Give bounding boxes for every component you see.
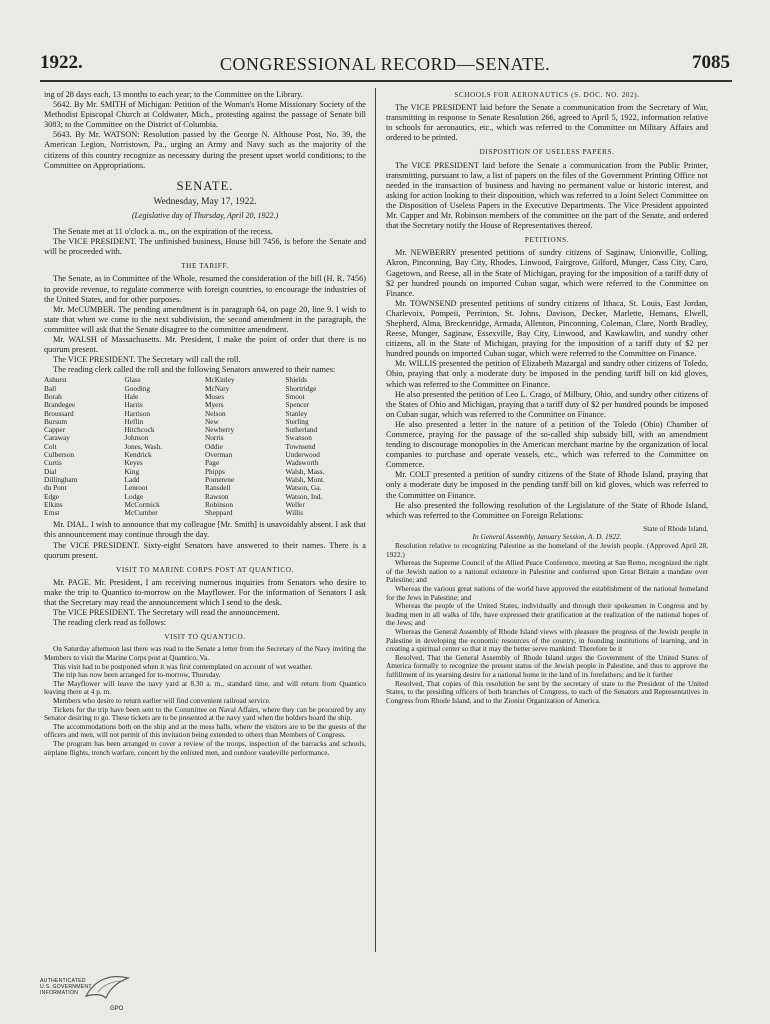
senator-name: Capper — [44, 425, 66, 435]
paragraph: The Senate met at 11 o'clock a. m., on the expiration of the recess. — [53, 227, 273, 237]
resolution-title: Resolution relative to recognizing Palestine as the homeland of the Jewish people. (Approved April 28, 1922.) — [386, 541, 708, 559]
header-rule — [40, 80, 732, 82]
paragraph: The VICE PRESIDENT. The Secretary will read the announcement. — [53, 608, 280, 618]
senator-name: Heflin — [124, 416, 144, 426]
quoted-paragraph: The program has been arranged to cover a review of the troops, inspection of the barracks and schools, airplane flights, trench warfare, concert by the enlisted men, and outdoor vaudeville performance. — [44, 738, 366, 757]
quoted-paragraph: On Saturday afternoon last there was read to the Senate a letter from the Secretary of the Navy inviting the Members to visit the Marine Corps post at Quantico, Va. — [44, 644, 366, 663]
column-divider — [375, 88, 376, 952]
senator-name: Lenroot — [124, 483, 148, 493]
senator-name: Culberson — [44, 450, 74, 460]
name-column — [44, 376, 125, 517]
legislative-day: (Legislative day of Thursday, April 20, 1922.) — [131, 210, 279, 220]
section-title-senate: SENATE. — [176, 178, 234, 193]
paragraph: He also presented a letter in the nature of a petition of the Toledo (Ohio) Chamber of Commerce, praying for the passage of the so-called ship subsidy bill, with an amendment tending to discourage monopolies in the American merchant marine by the organization of local companies to purchase and operate vessels, etc., which was referred to the Committee on Commerce. — [386, 419, 708, 470]
dateline: Wednesday, May 17, 1922. — [153, 196, 257, 207]
senator-name: Ball — [44, 383, 57, 393]
roll-call-names — [44, 376, 366, 517]
paragraph: The reading clerk called the roll and the following Senators answered to their names: — [53, 365, 336, 375]
senator-name: Curtis — [44, 458, 62, 468]
heading-visit: VISIT TO QUANTICO. — [164, 633, 246, 642]
paragraph: Mr. WILLIS presented the petition of Elizabeth Mazargal and sundry other citizens of Toledo, Ohio, praying that only a moderate duty be imposed in the pending tariff bill on kid gloves, which was referred to the Committee on Finance. — [386, 359, 708, 389]
senator-name: Sutherland — [285, 425, 318, 435]
senator-name: Borah — [44, 391, 62, 401]
paragraph: The Senate, as in Committee of the Whole, resumed the consideration of the bill (H. R. 7456) to provide revenue, to regulate commerce with foreign countries, to encourage the industries of the United States, and for other purposes. — [44, 274, 366, 304]
left-column — [44, 90, 366, 757]
quoted-paragraph: The Mayflower will leave the navy yard at 8.30 a. m., standard time, and will return from Quantico leaving there at 4 p. m. — [44, 678, 366, 697]
quoted-paragraph: This visit had to be postponed when it was first contemplated on account of wet weather. — [53, 661, 313, 671]
paragraph: Mr. McCUMBER. The pending amendment is in paragraph 64, on page 20, line 9. I wish to state that when we come to the next subdivision, the second amendment in the paragraph, the committee will ask that the Senate disagree to the committee amendment. — [44, 304, 366, 334]
eagle-icon — [84, 972, 130, 1006]
senator-name: Elkins — [44, 499, 63, 509]
resolution-clause: Whereas the people of the United States, individually and through their spokesmen in Congress and by leading men in all walks of life, have expressed their gratification at the realization of the national hopes of the Jews; and — [386, 601, 708, 628]
header-page-number: 7085 — [692, 52, 730, 73]
paragraph: The VICE PRESIDENT laid before the Senate a communication from the Public Printer, transmitting, pursuant to law, a list of papers on the files of the Government Printing Office not needed in the transaction of business and having no permanent value or historic interest, and asking for action looking to their disposition, which was referred to a Joint Select Committee on the Disposition of Useless Papers in the Executive Departments. The Vice President appointed Mr. Capper and Mr. Robinson members of the committee on the part of the Senate, and ordered that the Secretary notify the House of Representatives thereof. — [386, 160, 708, 231]
senator-name: Harris — [124, 400, 143, 410]
senator-name: Dial — [44, 466, 57, 476]
resolution-assembly: In General Assembly, January Session, A. D. 1922. — [472, 532, 622, 542]
paragraph: Mr. NEWBERRY presented petitions of sundry citizens of Saginaw, Unionville, Colling, Akron, Pinconning, Bay City, Rhodes, Linwood, Fairgrove, Gilford, Munger, Cass City, Caro, Gagetown, and Reese, all in the State of Michigan, praying for the imposition of a tariff duty of $2 per hundred pounds on imported Cuban sugar, which were referred to the Committee on Finance. — [386, 248, 708, 298]
senator-name: Spencer — [285, 400, 310, 410]
heading-schools-aeronautics: SCHOOLS FOR AERONAUTICS (S. DOC. NO. 202). — [454, 91, 640, 99]
senator-name: Glass — [124, 375, 141, 385]
senator-name: Harrison — [124, 408, 151, 418]
senator-name: Johnson — [124, 433, 149, 443]
senator-name: Lodge — [124, 491, 144, 501]
senator-name: Sterling — [285, 416, 309, 426]
name-column — [205, 376, 286, 517]
senator-name: Robinson — [205, 499, 233, 509]
paragraph: The VICE PRESIDENT laid before the Senate a communication from the Secretary of War, transmitting in response to Senate Resolution 266, agreed to April 5, 1922, information relative to schools for aeronautics, etc., which was referred to the Committee on Military Affairs and ordered to be printed. — [386, 103, 708, 143]
senator-name: McNary — [205, 383, 230, 393]
senator-name: Watson, Ind. — [285, 491, 323, 501]
paragraph: Mr. PAGE. Mr. President, I am receiving numerous inquiries from Senators who desire to make the trip to Quantico to-morrow on the Mayflower. For the information of Senators I ask that the Secretary may read the announcement which I send to the desk. — [44, 577, 366, 608]
senator-name: Overman — [205, 450, 233, 460]
senator-name: Jones, Wash. — [124, 441, 163, 451]
quoted-paragraph: Tickets for the trip have been sent to the Committee on Naval Affairs, where they can be procured by any Senator desiring to go. These tickets are to be presented at the navy yard when the holders board the ship. — [44, 704, 366, 723]
quoted-paragraph: Members who desire to return earlier will find convenient railroad service. — [53, 695, 271, 705]
senator-name: Hitchcock — [124, 425, 155, 435]
quoted-paragraph: The trip has now been arranged for to-morrow, Thursday. — [53, 670, 221, 680]
resolution-clause: Whereas the Supreme Council of the Allied Peace Conference, meeting at San Remo, recognized the right of the Jewish nation to a national existence in Palestine and conferred upon Great Britain a mandate over Palestine; and — [386, 558, 708, 585]
senator-name: Smoot — [285, 391, 305, 401]
heading-quantico: VISIT TO MARINE CORPS POST AT QUANTICO. — [116, 565, 294, 574]
senator-name: Townsend — [285, 441, 316, 451]
heading-useless-papers: DISPOSITION OF USELESS PAPERS. — [479, 148, 615, 157]
header-title: CONGRESSIONAL RECORD—SENATE. — [219, 54, 551, 74]
senator-name: Kendrick — [124, 450, 152, 460]
senator-name: New — [205, 416, 219, 426]
senator-name: Colt — [44, 441, 57, 451]
senator-name: Rawson — [205, 491, 229, 501]
senator-name: Shortridge — [285, 383, 317, 393]
senator-name: McCumber — [124, 508, 158, 518]
senator-name: Walsh, Mont. — [285, 474, 325, 484]
senator-name: Ernst — [44, 508, 60, 518]
senator-name: Bursum — [44, 416, 68, 426]
gpo-authentication-seal — [40, 972, 132, 1016]
heading-petitions: PETITIONS. — [524, 236, 570, 245]
paragraph: The VICE PRESIDENT. Sixty-eight Senators have answered to their names. There is a quorum present. — [44, 540, 366, 560]
paragraph: ing of 28 days each, 13 months to each year; to the Committee on the Library. — [44, 90, 303, 99]
senator-name: Edge — [44, 491, 59, 501]
header-year: 1922. — [40, 52, 83, 73]
senator-name: Phipps — [205, 466, 225, 476]
senator-name: Keyes — [124, 458, 143, 468]
gpo-label: GPO — [110, 1006, 124, 1012]
resolution-clause: Whereas the various great nations of the world have approved the establishment of the national homeland for the Jews in Palestine; and — [386, 584, 708, 602]
seal-text: AUTHENTICATED U.S. GOVERNMENT INFORMATION — [40, 978, 92, 996]
senator-name: Underwood — [285, 450, 320, 460]
senator-name: McKinley — [205, 375, 235, 385]
paragraph: Mr. COLT presented a petition of sundry citizens of the State of Rhode Island, praying that only a moderate duty be imposed in the pending tariff bill on kid gloves, which was referred to the Committee on Finance. — [386, 470, 708, 500]
paragraph: Mr. TOWNSEND presented petitions of sundry citizens of Ithaca, St. Louis, East Jordan, Charlevoix, Pompeii, Perrinton, St. Johns, Davison, Decker, Marlette, Hemans, Elwell, Shepherd, Alma, Breckenridge, Armada, Allenton, Pinconning, Coleman, Clare, North Bradley, Reese, Munger, Saginaw, Essexville, Bay City, Linwood, and Kawkawlin, and sundry other citizens, all in the State of Michigan, praying for the imposition of a tariff duty of $2 per hundred pounds on imported Cuban sugar, which were referred to the Committee on Finance. — [386, 298, 708, 359]
senator-name: Willis — [285, 508, 304, 518]
resolution-state: State of Rhode Island, — [643, 523, 708, 533]
senator-name: Swanson — [285, 433, 312, 443]
paragraph: The VICE PRESIDENT. The Secretary will call the roll. — [53, 355, 241, 365]
senator-name: Ladd — [124, 474, 140, 484]
senator-name: Hale — [124, 391, 139, 401]
senator-name: Page — [205, 458, 220, 468]
senator-name: Wadsworth — [285, 458, 319, 468]
senator-name: Walsh, Mass. — [285, 466, 325, 476]
paragraph: Mr. DIAL. I wish to announce that my colleague [Mr. Smith] is unavoidably absent. I ask that this announcement may continue through the day. — [44, 520, 366, 540]
senator-name: Caraway — [44, 433, 70, 443]
senator-name: Ransdell — [205, 483, 231, 493]
senator-name: Moses — [205, 391, 225, 401]
senator-name: McCormick — [124, 499, 160, 509]
senator-name: Ashurst — [44, 375, 67, 385]
senator-name: Nelson — [205, 408, 226, 418]
senator-name: Stanley — [285, 408, 308, 418]
senator-name: Sheppard — [205, 508, 233, 518]
resolution-clause: Whereas the General Assembly of Rhode Island views with pleasure the progress of the Jewish people in Palestine in developing the economic resources of the country, in founding institutions of learning, and in creating a spiritual center so that it may the better serve mankind: Therefore be it — [386, 626, 708, 654]
senator-name: Weller — [285, 499, 305, 509]
name-column — [286, 376, 367, 517]
name-column — [125, 376, 206, 517]
paragraph: The reading clerk read as follows: — [53, 618, 167, 628]
senator-name: Newberry — [205, 425, 235, 435]
paragraph: 5642. By Mr. SMITH of Michigan: Petition of the Woman's Home Missionary Society of the Methodist Episcopal Church at Coldwater, Mich., protesting against the passage of Senate bill 3083; to the Committee on the District of Columbia. — [44, 100, 366, 130]
senator-name: Broussard — [44, 408, 74, 418]
resolution-clause: Resolved, That the General Assembly of Rhode Island urges the Government of the United States of America formally to recognize the present status of the Jewish people in Palestine, and thus to approve the fulfillment of its yearning desire for a national home in the land of its forefathers; and be it further — [386, 652, 708, 679]
senator-name: Oddie — [205, 441, 223, 451]
senator-name: Myers — [205, 400, 224, 410]
senator-name: Norris — [205, 433, 224, 443]
senator-name: Shields — [285, 375, 307, 385]
senator-name: du Pont — [44, 483, 67, 493]
heading-tariff: THE TARIFF. — [181, 262, 229, 271]
paragraph: 5643. By Mr. WATSON: Resolution passed by the George N. Althouse Post, No. 39, the American Legion, Norristown, Pa., urging an Army and Navy such as the majority of the citizens of this country recognize as necessary during the present upset world conditions; to the Committee on Appropriations. — [44, 130, 366, 170]
right-column — [386, 90, 708, 705]
senator-name: Dillingham — [44, 474, 78, 484]
paragraph: He also presented the petition of Leo L. Crago, of Milbury, Ohio, and sundry other citizens of the States of Ohio and Michigan, praying that a tariff duty of $2 per hundred pounds be imposed on Cuban sugar, which was referred to the Committee on Finance. — [386, 389, 708, 419]
paragraph: The VICE PRESIDENT. The unfinished business, House bill 7456, is before the Senate and will be proceeded with. — [44, 237, 366, 257]
quoted-paragraph: The accommodations both on the ship and at the mess halls, where the visitors are to be the guests of the officers and men, will not permit of this invitation being extended to others than Members of Congress. — [44, 721, 366, 740]
paragraph: He also presented the following resolution of the Legislature of the State of Rhode Island, which was referred to the Committee on Foreign Relations: — [386, 500, 708, 520]
senator-name: Brandegee — [44, 400, 76, 410]
senator-name: Pomerene — [205, 474, 235, 484]
resolution-clause: Resolved, That copies of this resolution be sent by the secretary of state to the President of the United States, to the presiding officers of both branches of Congress, to each of the Senators and Representatives in Congress from Rhode Island, and to the Zionist Organization of America. — [386, 678, 708, 705]
senator-name: Gooding — [124, 383, 151, 393]
senator-name: King — [124, 466, 140, 476]
senator-name: Watson, Ga. — [285, 483, 322, 493]
paragraph: Mr. WALSH of Massachusetts. Mr. President, I make the point of order that there is no quorum present. — [44, 334, 366, 355]
